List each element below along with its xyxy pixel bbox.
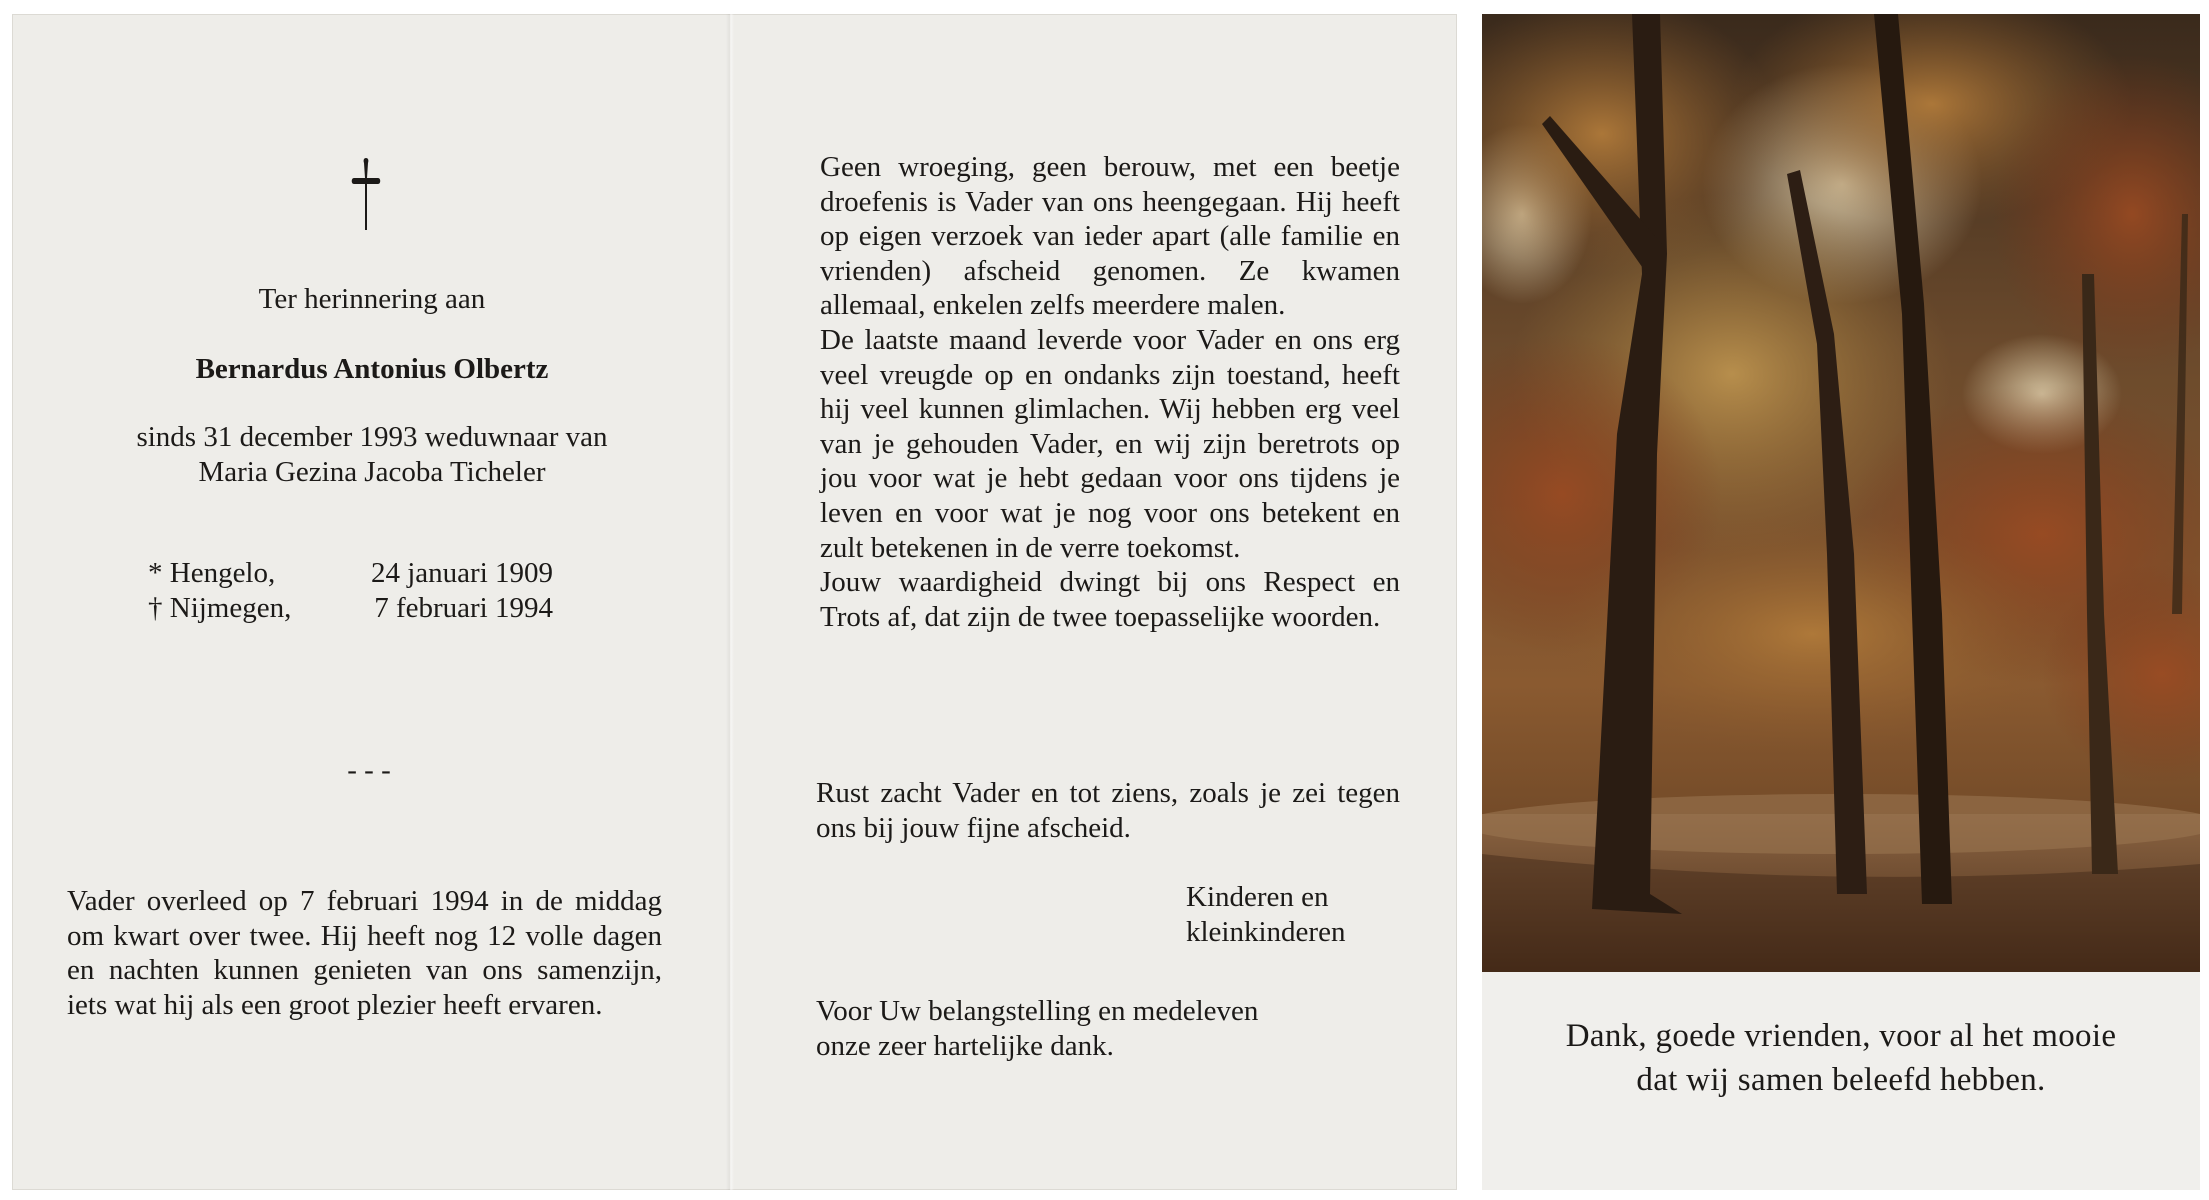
caption-line-2: dat wij samen beleefd hebben. [1636,1062,2046,1098]
widower-line-1: sinds 31 december 1993 weduwnaar van [136,421,608,453]
birth-date: 24 januari 1909 [370,557,553,589]
tribute-paragraph-3: Jouw waardigheid dwingt bij ons Respect en Trots af, dat zijn de twee toepasselijke woorden. [820,566,1400,633]
signature-line-2: kleinkinderen [1186,916,1346,948]
widower-line-2: Maria Gezina Jacoba Ticheler [198,456,546,488]
deceased-name: Bernardus Antonius Olbertz [195,353,549,385]
autumn-forest-photo [1482,14,2200,972]
signature [1186,880,1345,950]
left-panel [12,14,726,1190]
photo-caption [1482,1014,2200,1102]
thanks-line-2: onze zeer hartelijke dank. [816,1030,1114,1062]
thanks-note [816,994,1406,1064]
separator: - - - [347,754,391,786]
card-fold [726,14,734,1190]
birth-place: * Hengelo, [148,557,276,589]
cross-icon [348,154,384,234]
passing-paragraph: Vader overleed op 7 februari 1994 in de middag om kwart over twee. Hij heeft nog 12 volle dagen en nachten kunnen genieten van ons samenzijn, iets wat hij als een groot plezier heeft ervaren. [67,885,662,1021]
intro-text: Ter herinnering aan [258,283,486,315]
farewell-paragraph: Rust zacht Vader en tot ziens, zoals je zei tegen ons bij jouw fijne afscheid. [816,777,1400,844]
death-place: † Nijmegen, [148,592,292,624]
tribute-paragraph-1: Geen wroeging, geen berouw, met een beetje droefenis is Vader van ons heengegaan. Hij heeft op eigen verzoek van ieder apart (alle familie en vrienden) afscheid genomen. Ze kwamen allemaal, enkelen zelfs meerdere malen. [820,151,1400,322]
memorial-card-front [1482,14,2200,1190]
death-date: 7 februari 1994 [374,592,553,624]
signature-line-1: Kinderen en [1186,881,1329,913]
tribute-paragraph-2: De laatste maand leverde voor Vader en ons erg veel vreugde op en ondanks zijn toestand, heeft hij veel kunnen glimlachen. Wij hebben erg veel van je gehouden Vader, en wij zijn beretrots op jou voor wat je hebt gedaan voor ons tijdens je leven en voor wat je nog voor ons betekent en zult betekenen in de verre toekomst. [820,323,1400,564]
death-row [148,591,553,626]
tribute-text [820,150,1400,634]
birth-row [148,556,553,591]
thanks-line-1: Voor Uw belangstelling en medeleven [816,995,1259,1027]
life-dates [148,556,553,626]
caption-line-1: Dank, goede vrienden, voor al het mooie [1565,1018,2117,1054]
middle-panel [734,14,1457,1190]
memorial-card-inside [12,14,1457,1190]
